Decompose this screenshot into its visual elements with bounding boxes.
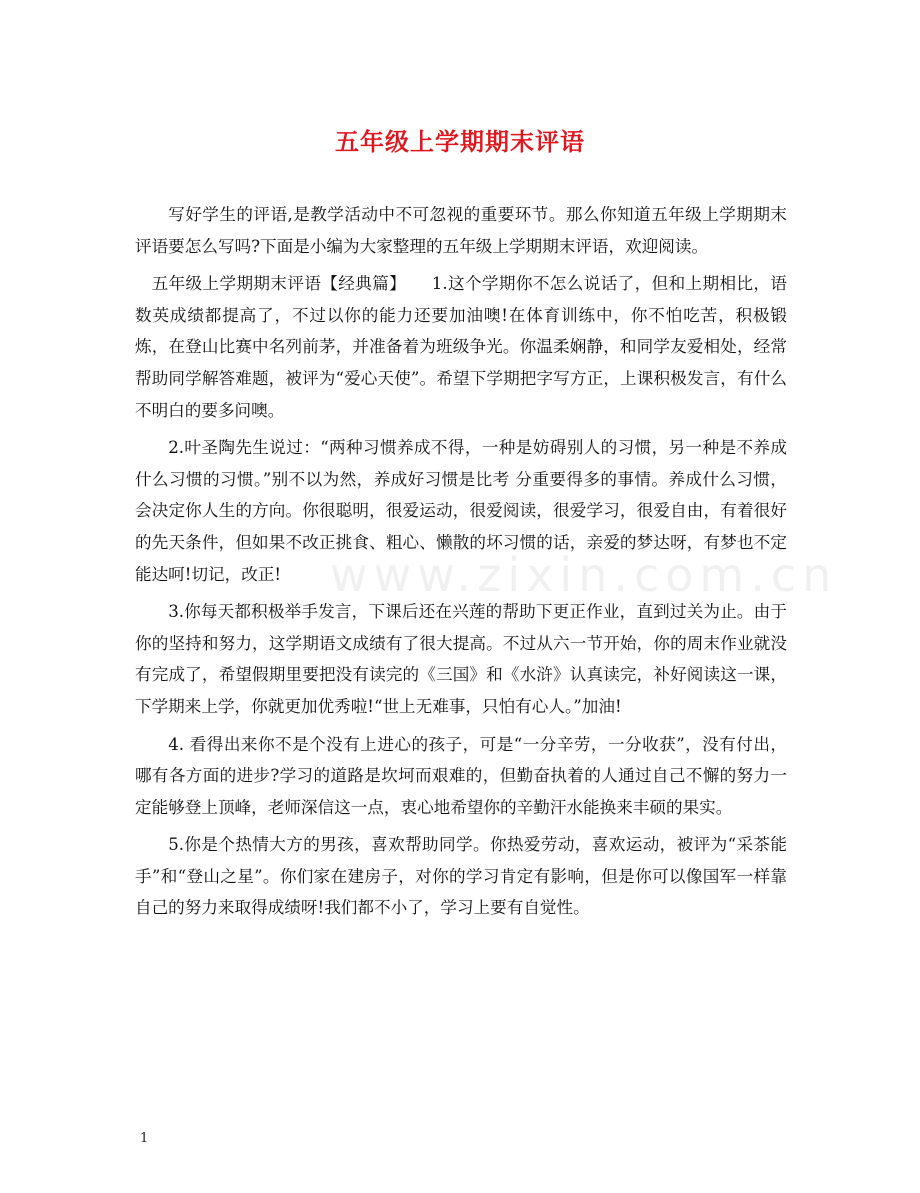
classic-section-paragraph: 五年级上学期期末评语【经典篇】 1.这个学期你不怎么说话了，但和上期相比，语数英成绩都提高了，不过以你的能力还要加油噢!在体育训练中，你不怕吃苦，积极锻炼，在登山比赛中名列前茅，并准备着为班级争光。你温柔娴静，和同学友爱相处，经常帮助同学解答难题，被评为“爱心天使”。希望下学期把字写方正，上课积极发言，有什么不明白的要多问噢。 [135,274,787,420]
comment-paragraph-4: 4. 看得出来你不是个没有上进心的孩子，可是“一分辛劳，一分收获”，没有付出，哪有各方面的进步?学习的道路是坎坷而艰难的，但勤奋执着的人通过自己不懈的努力一定能够登上顶峰，老师深信这一点，衷心地希望你的辛勤汗水能换来丰硕的果实。 [135,734,787,817]
comment-paragraph-3: 3.你每天都积极举手发言，下课后还在兴莲的帮助下更正作业，直到过关为止。由于你的坚持和努力，这学期语文成绩有了很大提高。不过从六一节开始，你的周末作业就没有完成了，希望假期里要把没有读完的《三国》和《水浒》认真读完，补好阅读这一课，下学期来上学，你就更加优秀啦!“世上无难事，只怕有心人。”加油! [135,602,787,716]
comment-paragraph-2: 2.叶圣陶先生说过：“两种习惯养成不得，一种是妨碍别人的习惯，另一种是不养成什么习惯的习惯。”别不以为然，养成好习惯是比考 分重要得多的事情。养成什么习惯，会决定你人生的方向。你很聪明，很爱运动，很爱阅读，很爱学习，很爱自由，有着很好的先天条件，但如果不改正挑食、粗心、懒散的坏习惯的话，亲爱的梦达呀，有梦也不定能达呵!切记，改正! [135,438,787,584]
watermark: www.zixin.com.cn [330,548,838,602]
comment-paragraph-5: 5.你是个热情大方的男孩，喜欢帮助同学。你热爱劳动，喜欢运动，被评为“采茶能手”和“登山之星”。你们家在建房子，对你的学习肯定有影响，但是你可以像国军一样靠自己的努力来取得成绩呀!我们都不小了，学习上要有自觉性。 [135,835,787,918]
intro-paragraph: 写好学生的评语,是教学活动中不可忽视的重要环节。那么你知道五年级上学期期末评语要怎么写吗?下面是小编为大家整理的五年级上学期期末评语，欢迎阅读。 [135,205,787,256]
page-title: 五年级上学期期末评语 [335,127,585,156]
page-number: 1 [140,1131,149,1146]
document-body [135,199,787,930]
